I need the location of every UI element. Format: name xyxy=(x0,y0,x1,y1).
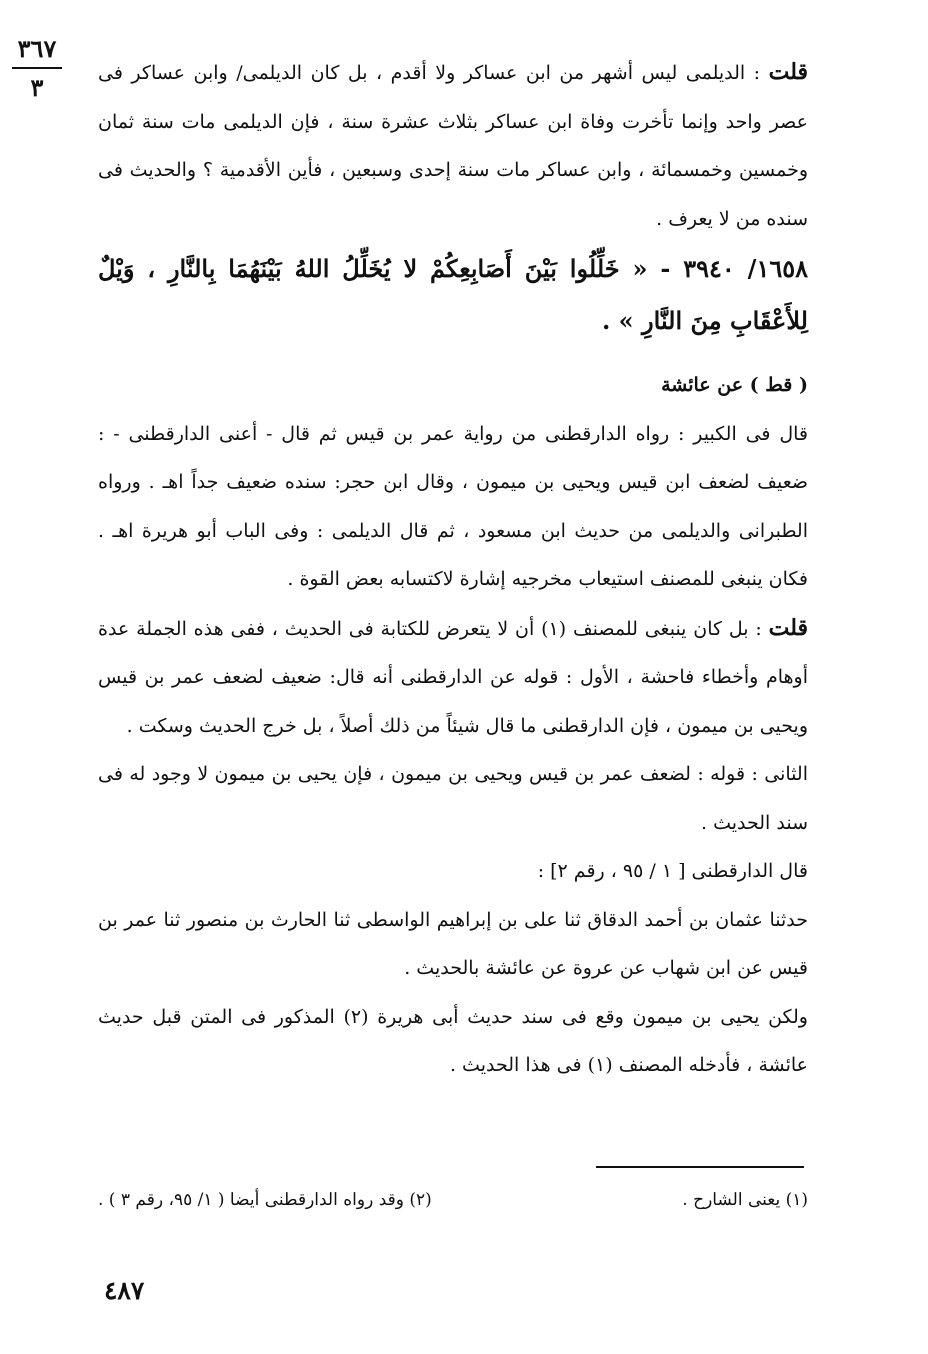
hadith-number: ١٦٥٨/ ٣٩٤٠ - xyxy=(647,254,809,283)
hadith-text xyxy=(98,243,808,347)
page-number: ٤٨٧ xyxy=(104,1276,145,1305)
spacer xyxy=(98,347,808,361)
margin-reference-rule xyxy=(12,67,62,69)
paragraph-second-point: الثانى : قوله : لضعف عمر بن قيس ويحيى بن ميمون ، فإن يحيى بن ميمون لا وجود له فى سند الحديث . xyxy=(98,763,808,834)
margin-reference-bottom: ٣ xyxy=(30,73,44,102)
paragraph-daraqutni-ref: قال الدارقطنى [ ١ / ٩٥ ، رقم ٢] : xyxy=(537,860,808,882)
paragraph-text: : الديلمى ليس أشهر من ابن عساكر ولا أقدم ، بل كان الديلمى/ وابن عساكر فى عصر واحد وإنما تأخرت وفاة ابن عساكر بثلاث عشرة سنة ، فإن الديلمى مات سنة ثمان وخمسين وخمسمائة ، وابن عساكر مات سنة إحدى وسبعين ، فأين الأقدمية ؟ والحديث فى سنده من لا يعرف . xyxy=(98,62,808,230)
paragraph-conclusion xyxy=(98,993,808,1090)
paragraph-text: ولكن يحيى بن ميمون وقع فى سند حديث أبى هريرة xyxy=(368,1005,808,1028)
paragraph-qultu-1 xyxy=(98,48,808,243)
margin-reference xyxy=(8,34,66,103)
margin-reference-top: ٣٦٧ xyxy=(17,34,57,63)
footnote-marker: (١) xyxy=(587,1054,613,1076)
qultu-keyword: قلت xyxy=(768,614,808,641)
paragraph-text: أن لا يتعرض للكتابة فى الحديث ، ففى هذه الجملة عدة أوهام وأخطاء فاحشة ، الأول : قوله عن الدارقطنى أنه قال: ضعيف لضعف عمر بن قيس ويحيى بن ميمون ، فإن الدارقطنى ما قال شيئاً من ذلك أصلاً ، بل خرج الحديث وسكت . xyxy=(98,617,808,737)
footnote-marker: (٢) xyxy=(343,1005,369,1028)
footnotes xyxy=(98,1186,808,1214)
qultu-keyword: قلت xyxy=(768,59,808,85)
paragraph-commentary: قال فى الكبير : رواه الدارقطنى من رواية عمر بن قيس ثم قال - أعنى الدارقطنى - : ضعيف لضعف ابن قيس ويحيى بن ميمون ، وقال ابن حجر: سنده ضعيف جداً اهـ . ورواه الطبرانى والديلمى من حديث ابن مسعود ، ثم قال الديلمى : وفى الباب أبو هريرة اهـ . فكان ينبغى للمصنف استيعاب مخرجيه إشارة لاكتسابه بعض القوة . xyxy=(98,422,808,590)
page-body xyxy=(98,48,808,1090)
footnote-1: (١) يعنى الشارح . xyxy=(682,1190,808,1210)
paragraph-qultu-2 xyxy=(98,604,808,751)
footnote-separator xyxy=(596,1166,804,1168)
source-line: ( قط ) عن عائشة xyxy=(661,374,808,396)
paragraph-isnad: حدثنا عثمان بن أحمد الدقاق ثنا على بن إبراهيم الواسطى ثنا الحارث بن منصور ثنا عمر بن قيس عن ابن شهاب عن عروة عن عائشة بالحديث . xyxy=(98,908,808,979)
paragraph-text: فى هذا الحديث . xyxy=(449,1054,588,1076)
footnote-2: (٢) وقد رواه الدارقطنى أيضا ( ١/ ٩٥، رقم ٣ ) . xyxy=(98,1190,432,1210)
paragraph-text: المذكور فى المتن قبل حديث عائشة ، فأدخله المصنف xyxy=(98,1005,808,1076)
footnote-marker: (١) xyxy=(541,617,567,640)
hadith-body: « خَلِّلُوا بَيْنَ أَصَابِعِكُمْ لا يُخَلِّلُ اللهُ بَيْنَهُمَا بِالنَّارِ ، وَيْلٌ لِلأَعْقَابِ مِنَ النَّارِ » . xyxy=(98,254,808,335)
paragraph-text: : بل كان ينبغى للمصنف xyxy=(566,617,769,640)
